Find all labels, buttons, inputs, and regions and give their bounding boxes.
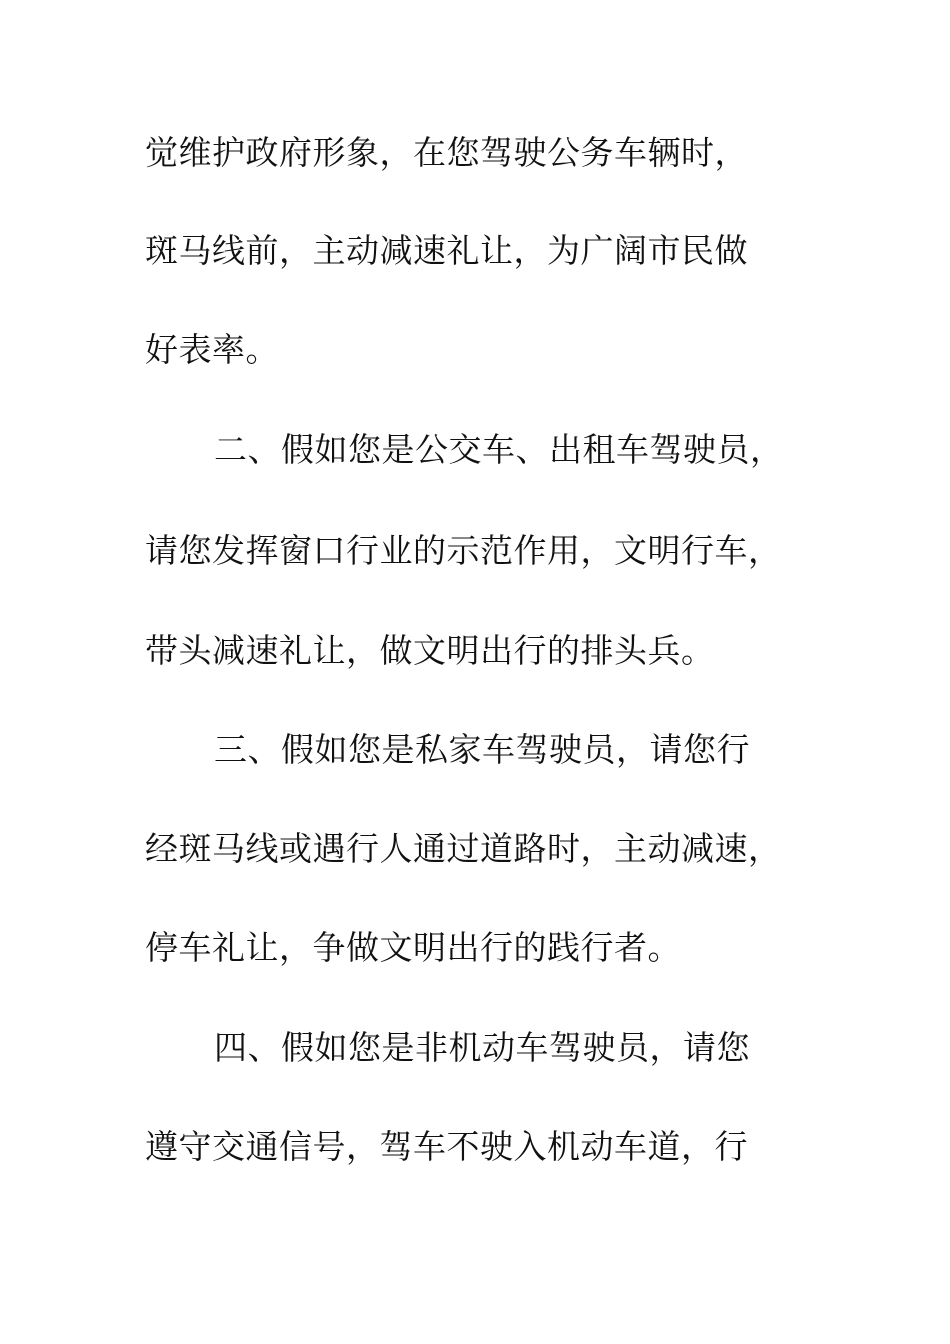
text-line: 带头减速礼让，做文明出行的排头兵。 (145, 631, 715, 670)
paragraph-start-line: 三、假如您是私家车驾驶员，请您行 (214, 730, 750, 769)
text-line: 停车礼让，争做文明出行的践行者。 (145, 928, 681, 967)
text-line: 经斑马线或遇行人通过道路时，主动减速， (145, 829, 782, 868)
text-line: 好表率。 (145, 330, 279, 369)
text-line: 请您发挥窗口行业的示范作用，文明行车， (145, 531, 782, 570)
paragraph-start-line: 四、假如您是非机动车驾驶员，请您 (214, 1028, 750, 1067)
paragraph-start-line: 二、假如您是公交车、出租车驾驶员， (214, 430, 784, 469)
text-line: 斑马线前，主动减速礼让，为广阔市民做 (145, 231, 748, 270)
text-line: 遵守交通信号，驾车不驶入机动车道，行 (145, 1127, 748, 1166)
text-line: 觉维护政府形象，在您驾驶公务车辆时， (145, 133, 748, 172)
